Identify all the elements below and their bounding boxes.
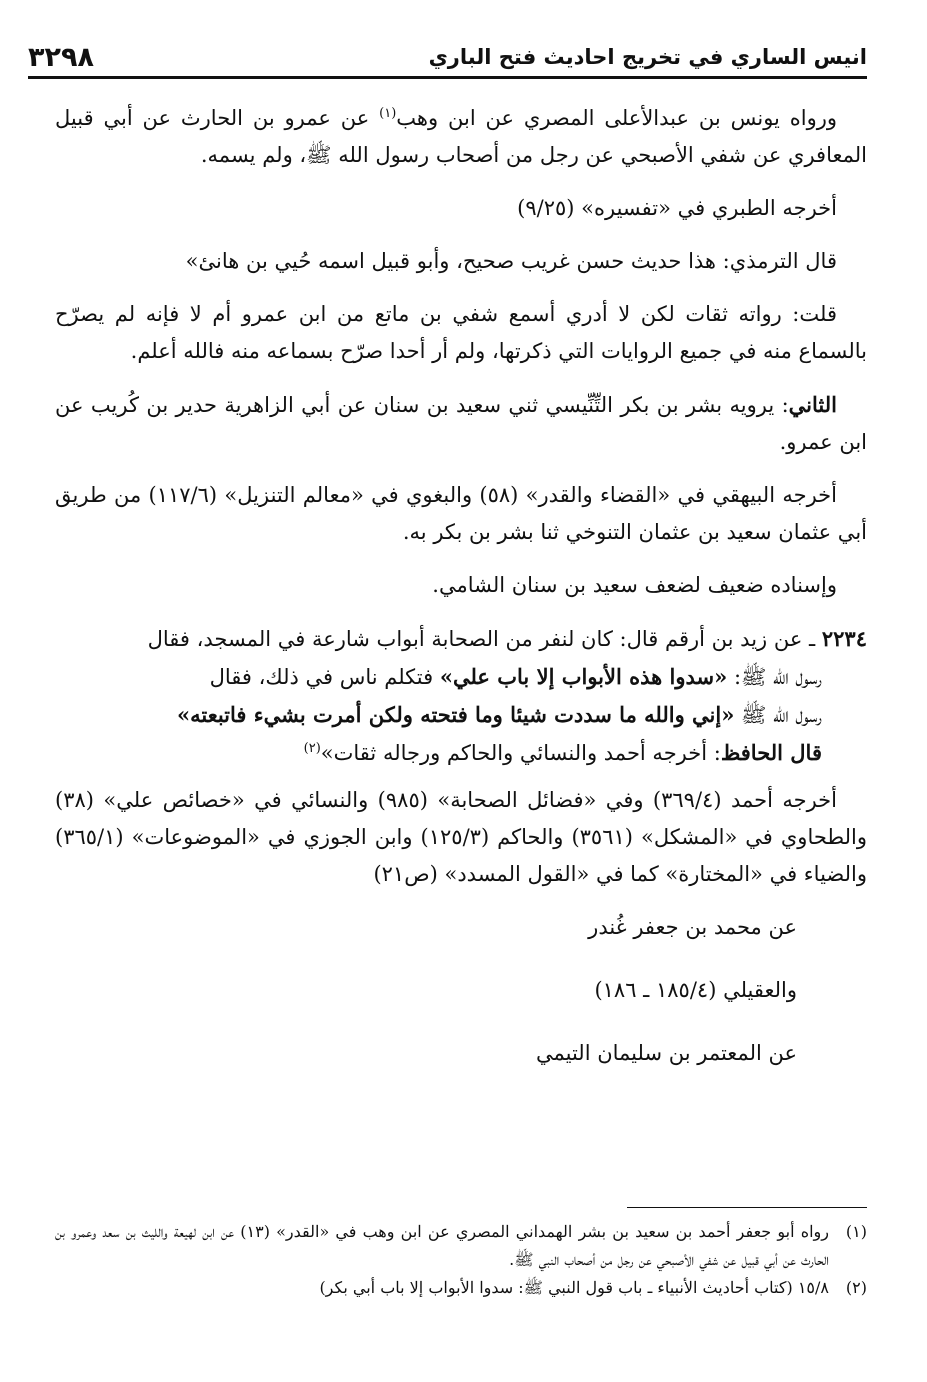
paragraph: ورواه يونس بن عبدالأعلى المصري عن ابن وهب$^{(١)}$ عن عمرو بن الحارث عن أبي قبيل المعافري عن شفي الأصبحي عن رجل من أصحاب رسول الله ﷺ، ولم يسمه. bbox=[55, 106, 867, 167]
paragraph: أخرجه البيهقي في «القضاء والقدر» (٥٨) والبغوي في «معالم التنزيل» (١١٧/٦) من طريق أبي عثمان سعيد بن عثمان التنوخي ثنا بشر بن بكر به. bbox=[55, 483, 867, 544]
paragraph: وإسناده ضعيف لضعف سعيد بن سنان الشامي. bbox=[432, 573, 837, 597]
paragraph: أخرجه الطبري في «تفسيره» (٩/٢٥) bbox=[517, 196, 837, 220]
paragraph: قال الترمذي: هذا حديث حسن غريب صحيح، وأبو قبيل اسمه حُيي بن هانئ» bbox=[185, 249, 837, 273]
footnote-number: (٢) bbox=[845, 1278, 867, 1297]
hadith-number: ٢٢٣٤ bbox=[821, 626, 867, 651]
page-number: ٣٢٩٨ bbox=[28, 41, 94, 73]
paragraph: الثاني: يرويه بشر بن بكر التِّنِّيسي ثني سعيد بن سنان عن أبي الزاهرية حدير بن كُريب عن ابن عمرو. bbox=[55, 392, 867, 454]
hadith-quote: «إني والله ما سددت شيئا وما فتحته ولكن أمرت بشيء فاتبعته» bbox=[176, 702, 735, 727]
hadith-quote: «سدوا هذه الأبواب إلا باب علي» bbox=[439, 664, 728, 689]
main-text bbox=[55, 100, 867, 1098]
paragraph: قلت: رواته ثقات لكن لا أدري أسمع شفي بن ماتع من ابن عمرو أم لا فإنه لم يصرّح بالسماع منه في جميع الروايات التي ذكرتها، ولم أر أحدا صرّح بسماعه منه فالله أعلم. bbox=[55, 302, 867, 363]
page-header bbox=[28, 38, 867, 79]
footnote-divider bbox=[627, 1207, 867, 1208]
footnote-text: ١٥/٨ (كتاب أحاديث الأنبياء ـ باب قول النبي ﷺ: سدوا الأبواب إلا باب أبي بكر) bbox=[319, 1278, 829, 1297]
footnote-number: (١) bbox=[845, 1222, 867, 1241]
chain-line: عن محمد بن جعفر غُندر bbox=[588, 915, 797, 939]
footnote-ref[interactable]: (٢) bbox=[303, 741, 321, 756]
chain-line: والعقيلي (١٨٥/٤ ـ ١٨٦) bbox=[594, 978, 797, 1002]
paragraph: أخرجه أحمد (٣٦٩/٤) وفي «فضائل الصحابة» (٩٨٥) والنسائي في «خصائص علي» (٣٨) والطحاوي في «المشكل» (٣٥٦١) والحاكم (١٢٥/٣) وابن الجوزي في «الموضوعات» (٣٦٥/١) والضياء في «المختارة» كما في «القول المسدد» (ص٢١) bbox=[55, 788, 867, 886]
hadith-entry: ٢٢٣٤ ـ عن زيد بن أرقم قال: كان لنفر من الصحابة أبواب شارعة في المسجد، فقال رسول الله ﷺ: «سدوا هذه الأبواب إلا باب علي» فتكلم ناس في ذلك، فقال رسول الله ﷺ «إني والله ما سددت شيئا وما فتحته ولكن أمرت بشيء فاتبعته» قال الحافظ: أخرجه أحمد والنسائي والحاكم ورجاله ثقات»$^{(٢)}$ bbox=[147, 626, 867, 765]
footnotes bbox=[55, 1218, 867, 1302]
footnote-ref[interactable]: (١) bbox=[379, 106, 397, 121]
footnote bbox=[55, 1218, 867, 1274]
footnote-text: رواه أبو جعفر أحمد بن سعيد بن بشر الهمداني المصري عن ابن وهب في «القدر» (١٣) عن ابن لهيعة والليث بن سعد وعمرو بن الحارث عن أبي قبيل عن شفي الأصبحي عن رجل من أصحاب النبي ﷺ. bbox=[55, 1222, 829, 1269]
label-thani: الثاني bbox=[788, 392, 837, 417]
label-hafiz: قال الحافظ bbox=[720, 740, 822, 765]
running-title: انيس الساري في تخريج احاديث فتح الباري bbox=[428, 45, 867, 69]
chain-line: عن المعتمر بن سليمان التيمي bbox=[535, 1041, 797, 1065]
footnote bbox=[55, 1274, 867, 1302]
